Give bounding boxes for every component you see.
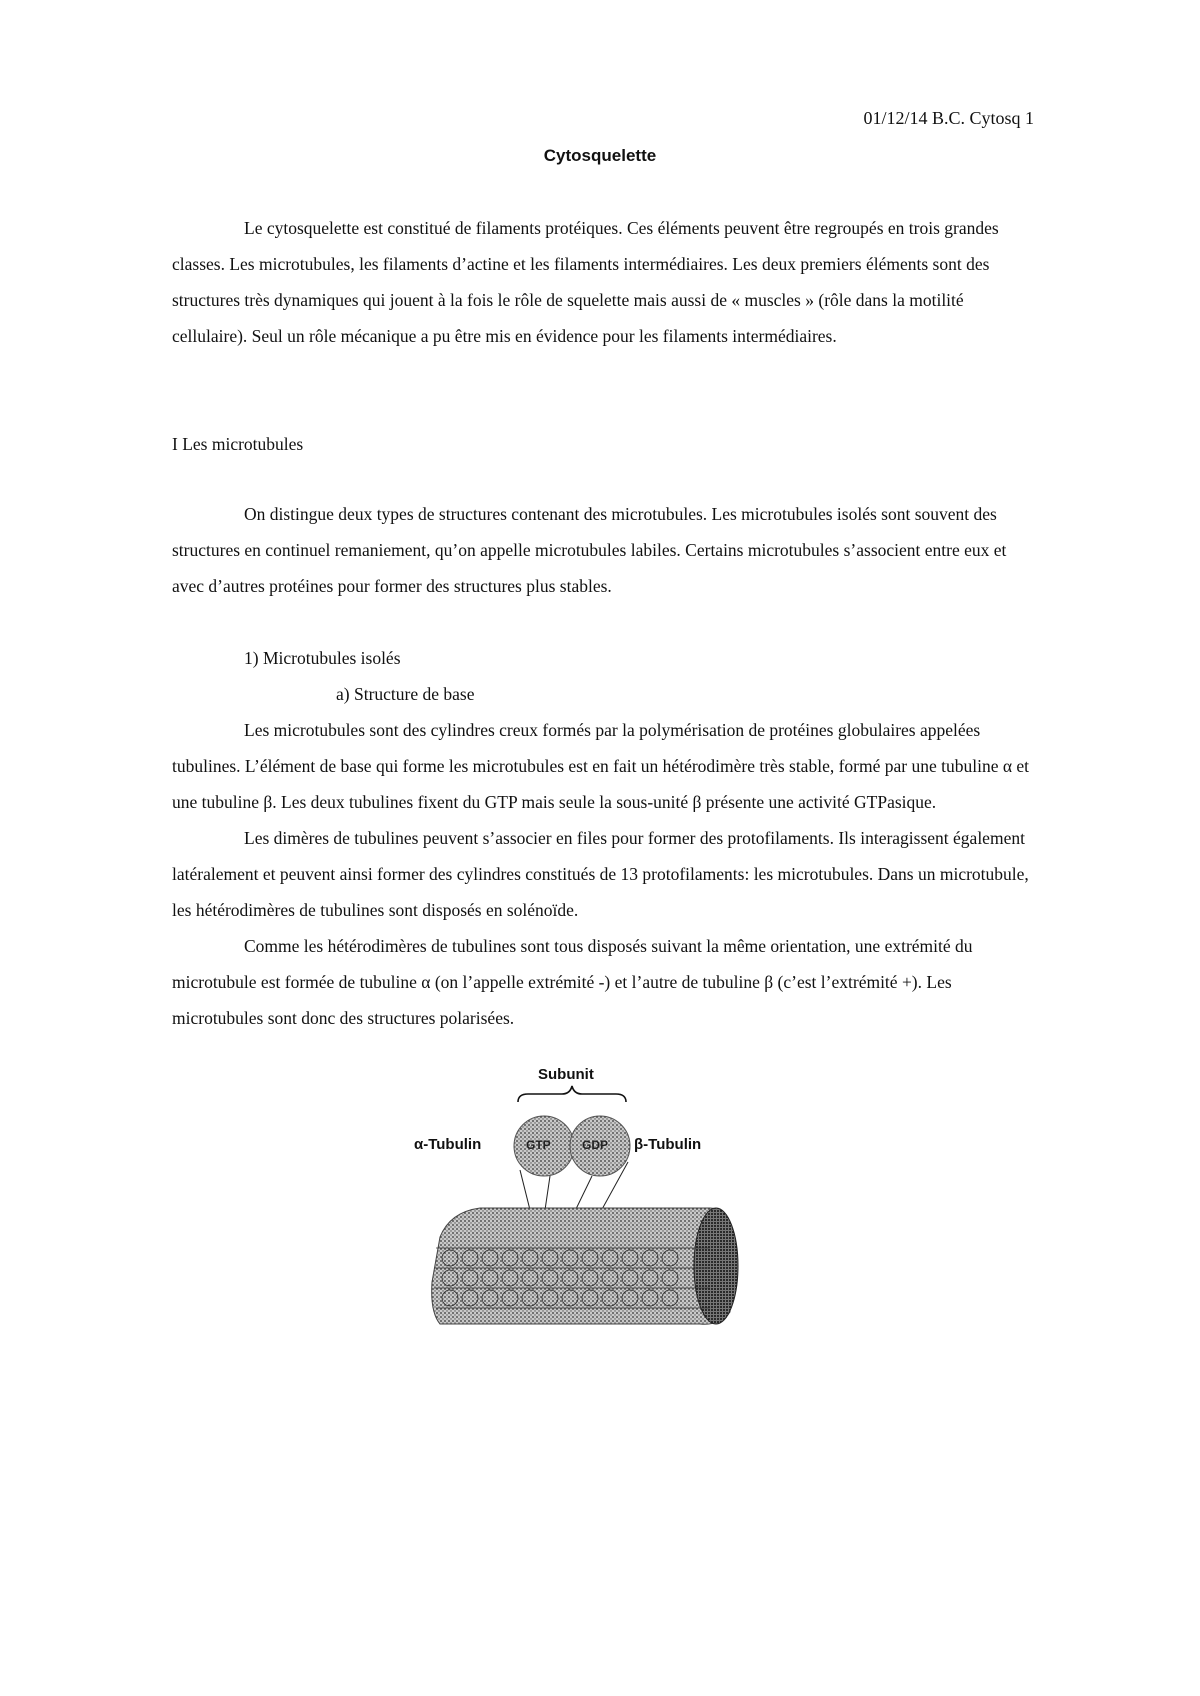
body-paragraphs (172, 712, 1032, 1036)
section-intro-text: On distingue deux types de structures contenant des microtubules. Les microtubules isolés sont souvent des structures en continuel remaniement, qu’on appelle microtubules labiles. Certains microtubules s’associent entre eux et avec d’autres protéines pour former des structures plus stables. (172, 504, 1007, 596)
section-heading: I Les microtubules (172, 434, 304, 454)
subunit-brace (518, 1086, 626, 1102)
intro-text: Le cytosquelette est constitué de filaments protéiques. Ces éléments peuvent être regroupés en trois grandes classes. Les microtubules, les filaments d’actine et les filaments intermédiaires. Les deux premiers éléments sont des structures très dynamiques qui jouent à la fois le rôle de squelette mais aussi de « muscles » (rôle dans la motilité cellulaire). Seul un rôle mécanique a pu être mis en évidence pour les filaments intermédiaires. (172, 218, 999, 346)
microtubule-figure (414, 1066, 800, 1342)
gdp-label: GDP (582, 1138, 609, 1152)
body-paragraph: Comme les hétérodimères de tubulines sont tous disposés suivant la même orientation, une extrémité du microtubule est formée de tubuline α (on l’appelle extrémité -) et l’autre de tubuline β (c’est l’extrémité +). Les microtubules sont donc des structures polarisées. (172, 936, 973, 1028)
body-paragraph: Les microtubules sont des cylindres creux formés par la polymérisation de protéines globulaires appelées tubulines. L’élément de base qui forme les microtubules est en fait un hétérodimère très stable, formé par une tubuline α et une tubuline β. Les deux tubulines fixent du GTP mais seule la sous-unité β présente une activité GTPasique. (172, 720, 1030, 812)
intro-paragraph (172, 210, 1032, 354)
page-header-ref: 01/12/14 B.C. Cytosq 1 (863, 108, 1034, 128)
alpha-tubulin-label: α-Tubulin (414, 1136, 482, 1153)
document-title: Cytosquelette (543, 146, 657, 165)
section-intro-paragraph (172, 496, 1032, 604)
body-paragraph: Les dimères de tubulines peuvent s’associer en files pour former des protofilaments. Ils interagissent également latéralement et peuvent ainsi former des cylindres constitués de 13 protofilaments: les microtubules. Dans un microtubule, les hétérodimères de tubulines sont disposés en solénoïde. (172, 828, 1029, 920)
beta-tubulin-label: β-Tubulin (634, 1136, 702, 1153)
subsection-heading: 1) Microtubules isolés (244, 648, 401, 668)
microtubule-diagram (420, 1072, 800, 1342)
microtubule-body (432, 1208, 730, 1324)
gtp-label: GTP (526, 1138, 551, 1152)
subunit-label: Subunit (538, 1066, 594, 1083)
subsubsection-heading: a) Structure de base (336, 684, 475, 704)
microtubule-end (694, 1208, 738, 1324)
